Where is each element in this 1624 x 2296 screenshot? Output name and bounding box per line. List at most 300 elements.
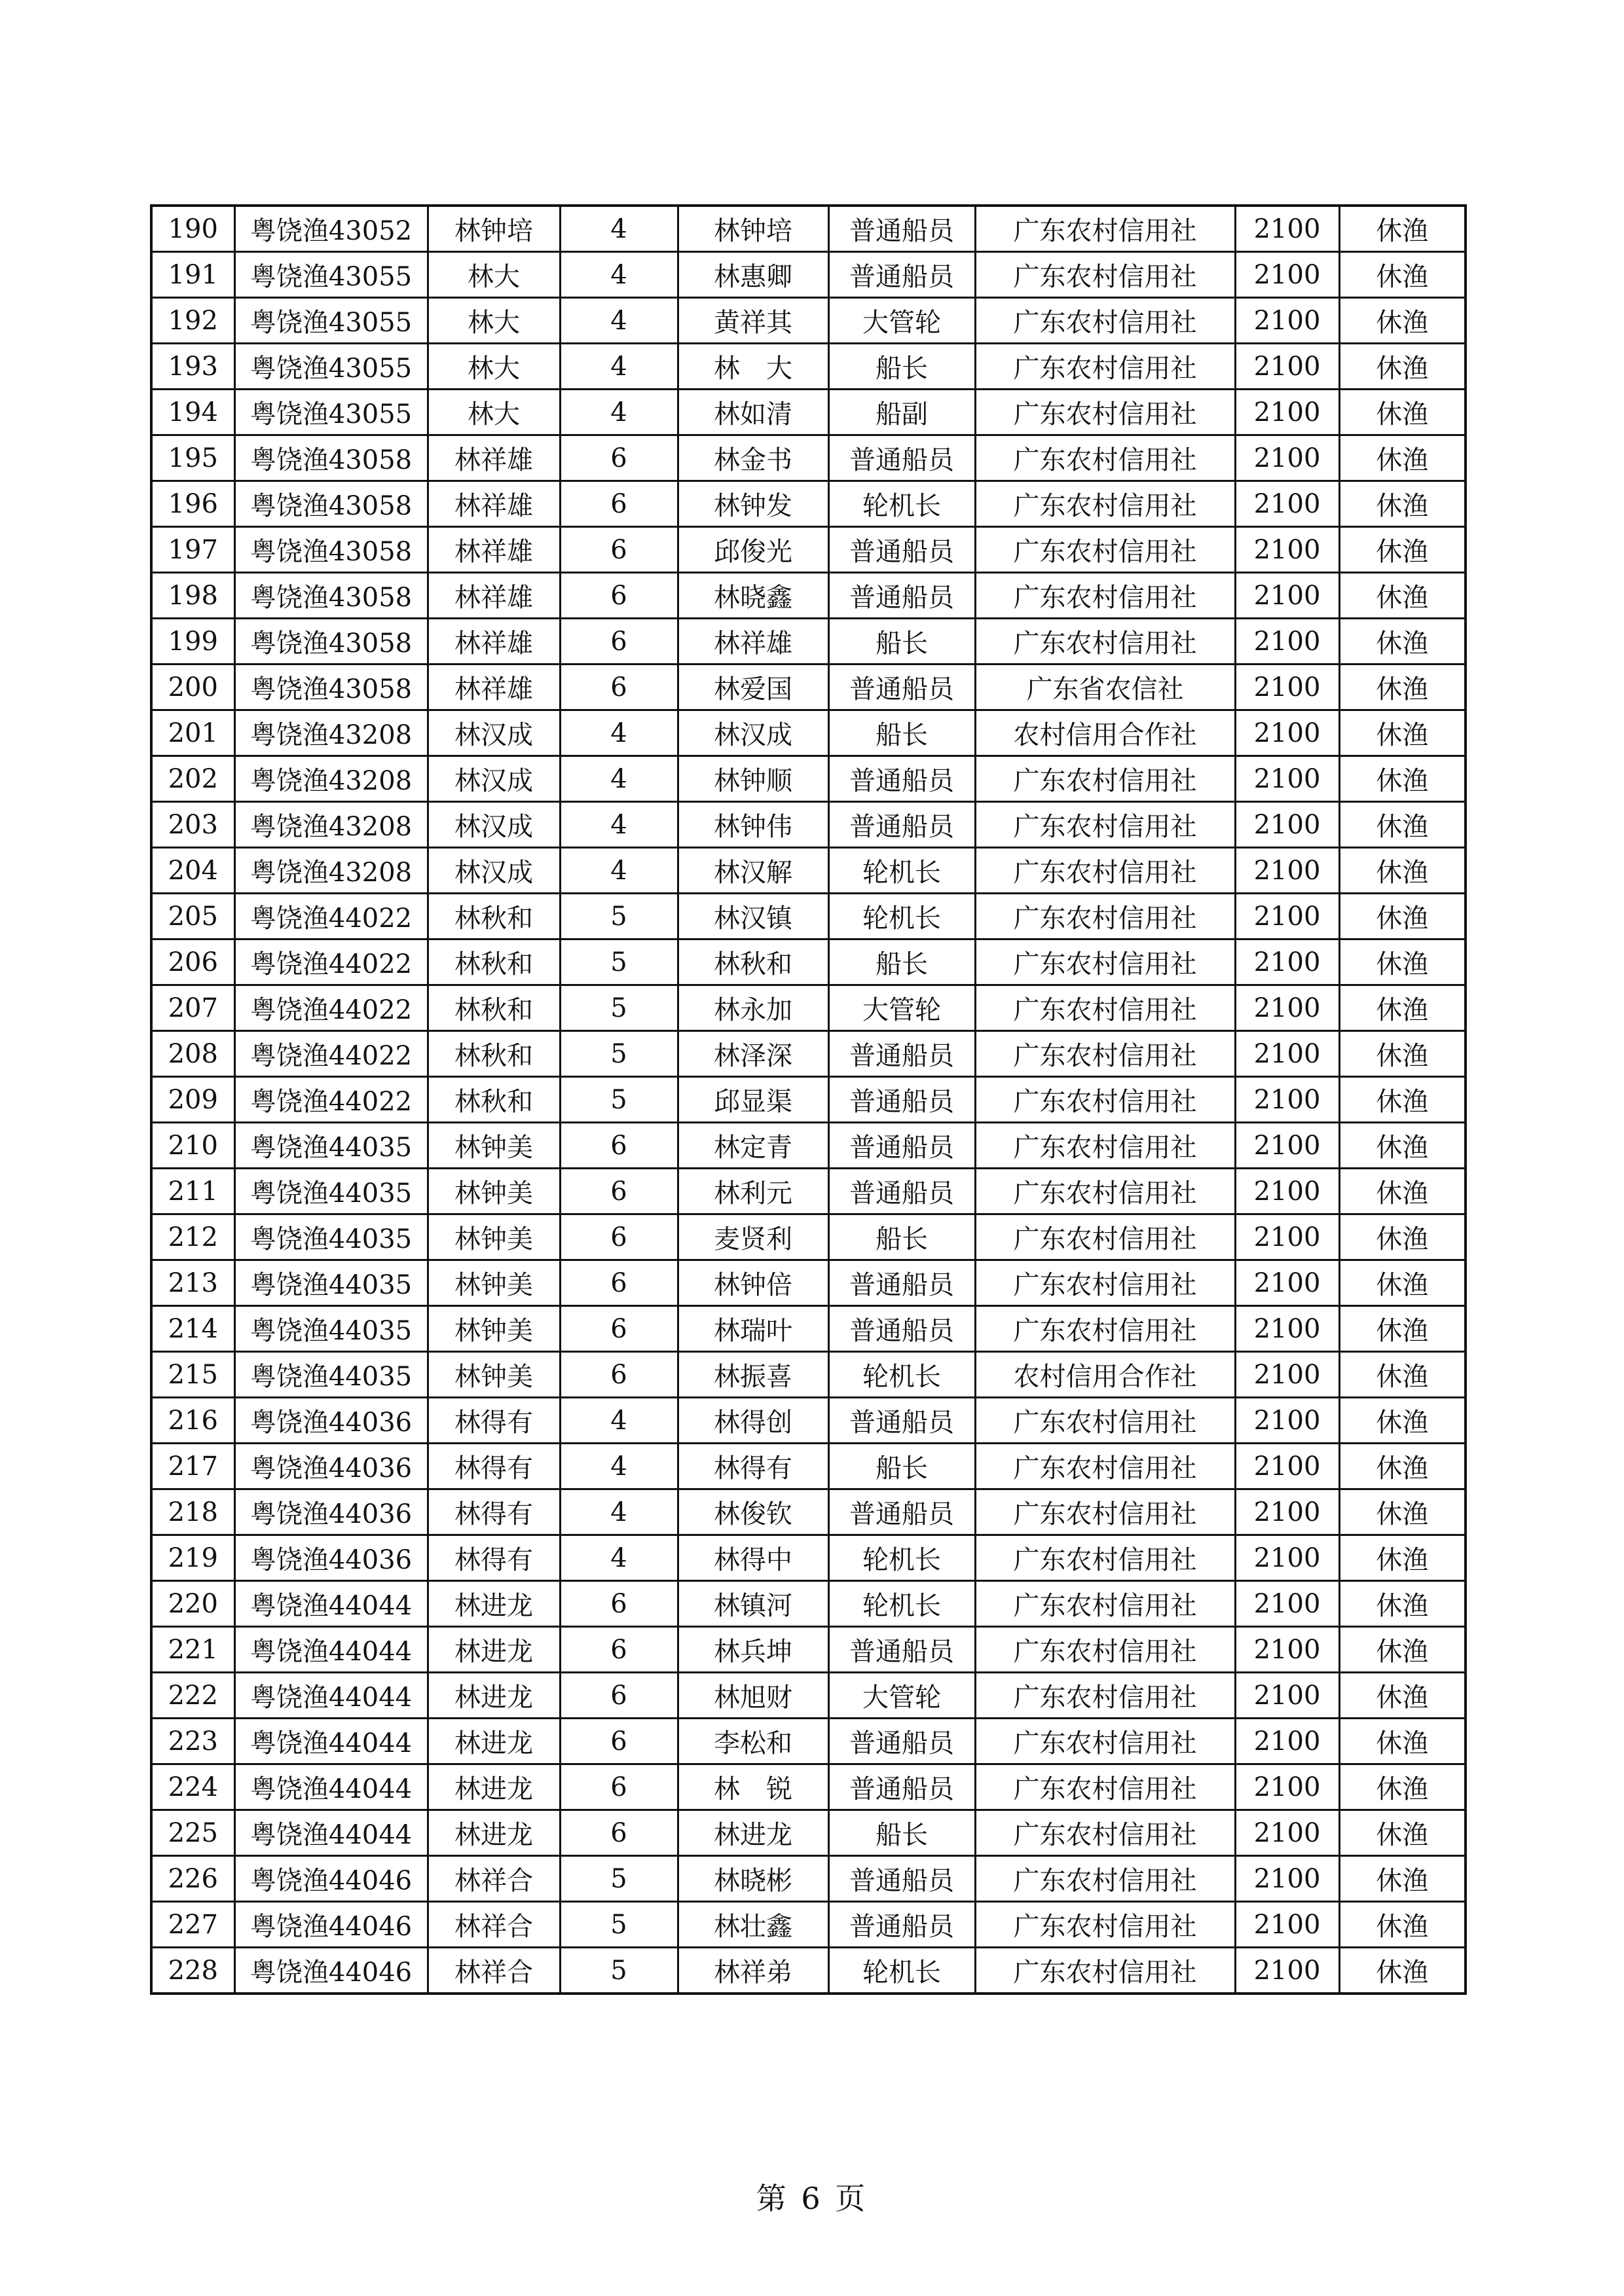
vessel-number-cell: 粤饶渔44035 bbox=[234, 1352, 428, 1398]
crew-position-cell: 轮机长 bbox=[828, 481, 975, 527]
bank-name-cell: 广东农村信用社 bbox=[975, 1077, 1235, 1123]
vessel-number-cell: 粤饶渔44044 bbox=[234, 1764, 428, 1810]
crew-name-cell: 黄祥其 bbox=[678, 298, 828, 344]
crew-name-cell: 林如清 bbox=[678, 390, 828, 435]
subsidy-amount-cell: 2100 bbox=[1235, 1214, 1339, 1260]
row-number-cell: 219 bbox=[151, 1535, 234, 1581]
status-cell: 休渔 bbox=[1339, 1031, 1466, 1077]
crew-name-cell: 林镇河 bbox=[678, 1581, 828, 1627]
owner-name-cell: 林得有 bbox=[428, 1489, 560, 1535]
crew-count-cell: 4 bbox=[560, 206, 678, 252]
vessel-number-cell: 粤饶渔44035 bbox=[234, 1123, 428, 1169]
row-number-cell: 205 bbox=[151, 894, 234, 939]
owner-name-cell: 林钟培 bbox=[428, 206, 560, 252]
status-cell: 休渔 bbox=[1339, 894, 1466, 939]
crew-position-cell: 大管轮 bbox=[828, 1673, 975, 1719]
crew-position-cell: 普通船员 bbox=[828, 756, 975, 802]
crew-name-cell: 林得创 bbox=[678, 1398, 828, 1444]
subsidy-amount-cell: 2100 bbox=[1235, 1627, 1339, 1673]
subsidy-amount-cell: 2100 bbox=[1235, 1764, 1339, 1810]
crew-count-cell: 6 bbox=[560, 1214, 678, 1260]
bank-name-cell: 农村信用合作社 bbox=[975, 1352, 1235, 1398]
subsidy-amount-cell: 2100 bbox=[1235, 1169, 1339, 1214]
status-cell: 休渔 bbox=[1339, 481, 1466, 527]
crew-count-cell: 4 bbox=[560, 802, 678, 848]
crew-position-cell: 船长 bbox=[828, 344, 975, 390]
vessel-number-cell: 粤饶渔44044 bbox=[234, 1810, 428, 1856]
owner-name-cell: 林大 bbox=[428, 252, 560, 298]
row-number-cell: 214 bbox=[151, 1306, 234, 1352]
subsidy-amount-cell: 2100 bbox=[1235, 1123, 1339, 1169]
table-row bbox=[151, 1031, 1466, 1077]
status-cell: 休渔 bbox=[1339, 1810, 1466, 1856]
crew-name-cell: 林得中 bbox=[678, 1535, 828, 1581]
owner-name-cell: 林祥雄 bbox=[428, 481, 560, 527]
table-row bbox=[151, 1856, 1466, 1902]
crew-name-cell: 李松和 bbox=[678, 1719, 828, 1764]
vessel-number-cell: 粤饶渔43055 bbox=[234, 298, 428, 344]
subsidy-amount-cell: 2100 bbox=[1235, 802, 1339, 848]
crew-count-cell: 5 bbox=[560, 894, 678, 939]
status-cell: 休渔 bbox=[1339, 1489, 1466, 1535]
crew-position-cell: 普通船员 bbox=[828, 1856, 975, 1902]
subsidy-amount-cell: 2100 bbox=[1235, 573, 1339, 619]
crew-position-cell: 船长 bbox=[828, 619, 975, 665]
table-row bbox=[151, 665, 1466, 710]
crew-count-cell: 5 bbox=[560, 1948, 678, 1994]
crew-count-cell: 5 bbox=[560, 1902, 678, 1948]
status-cell: 休渔 bbox=[1339, 1948, 1466, 1994]
status-cell: 休渔 bbox=[1339, 1581, 1466, 1627]
crew-position-cell: 普通船员 bbox=[828, 1764, 975, 1810]
crew-name-cell: 林惠卿 bbox=[678, 252, 828, 298]
row-number-cell: 227 bbox=[151, 1902, 234, 1948]
crew-position-cell: 船长 bbox=[828, 939, 975, 985]
crew-name-cell: 林祥雄 bbox=[678, 619, 828, 665]
subsidy-amount-cell: 2100 bbox=[1235, 1031, 1339, 1077]
crew-position-cell: 普通船员 bbox=[828, 1306, 975, 1352]
row-number-cell: 195 bbox=[151, 435, 234, 481]
crew-name-cell: 林永加 bbox=[678, 985, 828, 1031]
bank-name-cell: 广东农村信用社 bbox=[975, 1398, 1235, 1444]
crew-count-cell: 6 bbox=[560, 1581, 678, 1627]
vessel-number-cell: 粤饶渔43055 bbox=[234, 344, 428, 390]
row-number-cell: 216 bbox=[151, 1398, 234, 1444]
subsidy-amount-cell: 2100 bbox=[1235, 252, 1339, 298]
owner-name-cell: 林进龙 bbox=[428, 1627, 560, 1673]
owner-name-cell: 林祥合 bbox=[428, 1902, 560, 1948]
crew-count-cell: 4 bbox=[560, 298, 678, 344]
vessel-number-cell: 粤饶渔44036 bbox=[234, 1444, 428, 1489]
vessel-number-cell: 粤饶渔43058 bbox=[234, 619, 428, 665]
crew-name-cell: 邱俊光 bbox=[678, 527, 828, 573]
subsidy-amount-cell: 2100 bbox=[1235, 619, 1339, 665]
crew-position-cell: 船长 bbox=[828, 710, 975, 756]
crew-count-cell: 4 bbox=[560, 252, 678, 298]
status-cell: 休渔 bbox=[1339, 1352, 1466, 1398]
owner-name-cell: 林祥雄 bbox=[428, 619, 560, 665]
table-row bbox=[151, 1902, 1466, 1948]
bank-name-cell: 广东农村信用社 bbox=[975, 1719, 1235, 1764]
table-row bbox=[151, 1444, 1466, 1489]
crew-name-cell: 林钟培 bbox=[678, 206, 828, 252]
bank-name-cell: 广东农村信用社 bbox=[975, 252, 1235, 298]
crew-count-cell: 6 bbox=[560, 665, 678, 710]
subsidy-amount-cell: 2100 bbox=[1235, 1398, 1339, 1444]
bank-name-cell: 广东省农信社 bbox=[975, 665, 1235, 710]
table-row bbox=[151, 1123, 1466, 1169]
bank-name-cell: 广东农村信用社 bbox=[975, 1856, 1235, 1902]
subsidy-amount-cell: 2100 bbox=[1235, 710, 1339, 756]
crew-position-cell: 普通船员 bbox=[828, 1627, 975, 1673]
table-row bbox=[151, 756, 1466, 802]
crew-position-cell: 船长 bbox=[828, 1214, 975, 1260]
table-row bbox=[151, 985, 1466, 1031]
bank-name-cell: 广东农村信用社 bbox=[975, 1627, 1235, 1673]
owner-name-cell: 林祥合 bbox=[428, 1856, 560, 1902]
subsidy-amount-cell: 2100 bbox=[1235, 1719, 1339, 1764]
crew-count-cell: 4 bbox=[560, 1444, 678, 1489]
bank-name-cell: 广东农村信用社 bbox=[975, 481, 1235, 527]
vessel-number-cell: 粤饶渔44022 bbox=[234, 939, 428, 985]
crew-count-cell: 4 bbox=[560, 1535, 678, 1581]
row-number-cell: 199 bbox=[151, 619, 234, 665]
crew-name-cell: 林汉镇 bbox=[678, 894, 828, 939]
bank-name-cell: 广东农村信用社 bbox=[975, 1948, 1235, 1994]
status-cell: 休渔 bbox=[1339, 756, 1466, 802]
crew-count-cell: 6 bbox=[560, 1306, 678, 1352]
crew-position-cell: 普通船员 bbox=[828, 1902, 975, 1948]
crew-name-cell: 邱显渠 bbox=[678, 1077, 828, 1123]
owner-name-cell: 林钟美 bbox=[428, 1214, 560, 1260]
subsidy-amount-cell: 2100 bbox=[1235, 1673, 1339, 1719]
row-number-cell: 200 bbox=[151, 665, 234, 710]
owner-name-cell: 林钟美 bbox=[428, 1352, 560, 1398]
crew-name-cell: 林得有 bbox=[678, 1444, 828, 1489]
table-row bbox=[151, 1214, 1466, 1260]
crew-position-cell: 普通船员 bbox=[828, 802, 975, 848]
table-row bbox=[151, 1719, 1466, 1764]
status-cell: 休渔 bbox=[1339, 527, 1466, 573]
row-number-cell: 225 bbox=[151, 1810, 234, 1856]
crew-count-cell: 6 bbox=[560, 1169, 678, 1214]
bank-name-cell: 广东农村信用社 bbox=[975, 848, 1235, 894]
status-cell: 休渔 bbox=[1339, 1673, 1466, 1719]
table-row bbox=[151, 390, 1466, 435]
table-row bbox=[151, 1489, 1466, 1535]
crew-position-cell: 普通船员 bbox=[828, 206, 975, 252]
table-row bbox=[151, 1627, 1466, 1673]
row-number-cell: 211 bbox=[151, 1169, 234, 1214]
bank-name-cell: 广东农村信用社 bbox=[975, 527, 1235, 573]
vessel-number-cell: 粤饶渔44044 bbox=[234, 1673, 428, 1719]
vessel-number-cell: 粤饶渔44022 bbox=[234, 1077, 428, 1123]
vessel-number-cell: 粤饶渔44044 bbox=[234, 1581, 428, 1627]
page-number: 第 6 页 bbox=[756, 2181, 868, 2216]
row-number-cell: 192 bbox=[151, 298, 234, 344]
bank-name-cell: 广东农村信用社 bbox=[975, 206, 1235, 252]
subsidy-amount-cell: 2100 bbox=[1235, 1352, 1339, 1398]
crew-position-cell: 普通船员 bbox=[828, 1169, 975, 1214]
crew-position-cell: 大管轮 bbox=[828, 298, 975, 344]
bank-name-cell: 广东农村信用社 bbox=[975, 298, 1235, 344]
crew-position-cell: 普通船员 bbox=[828, 1123, 975, 1169]
owner-name-cell: 林祥合 bbox=[428, 1948, 560, 1994]
crew-position-cell: 船副 bbox=[828, 390, 975, 435]
bank-name-cell: 广东农村信用社 bbox=[975, 1123, 1235, 1169]
row-number-cell: 215 bbox=[151, 1352, 234, 1398]
crew-count-cell: 5 bbox=[560, 1856, 678, 1902]
bank-name-cell: 广东农村信用社 bbox=[975, 1306, 1235, 1352]
bank-name-cell: 农村信用合作社 bbox=[975, 710, 1235, 756]
row-number-cell: 194 bbox=[151, 390, 234, 435]
subsidy-amount-cell: 2100 bbox=[1235, 1306, 1339, 1352]
status-cell: 休渔 bbox=[1339, 1902, 1466, 1948]
crew-position-cell: 普通船员 bbox=[828, 573, 975, 619]
crew-count-cell: 6 bbox=[560, 481, 678, 527]
subsidy-amount-cell: 2100 bbox=[1235, 985, 1339, 1031]
crew-count-cell: 6 bbox=[560, 1719, 678, 1764]
row-number-cell: 222 bbox=[151, 1673, 234, 1719]
crew-position-cell: 轮机长 bbox=[828, 1352, 975, 1398]
crew-count-cell: 4 bbox=[560, 756, 678, 802]
bank-name-cell: 广东农村信用社 bbox=[975, 1810, 1235, 1856]
crew-count-cell: 4 bbox=[560, 1489, 678, 1535]
owner-name-cell: 林大 bbox=[428, 298, 560, 344]
subsidy-amount-cell: 2100 bbox=[1235, 1810, 1339, 1856]
vessel-number-cell: 粤饶渔43058 bbox=[234, 573, 428, 619]
status-cell: 休渔 bbox=[1339, 1535, 1466, 1581]
vessel-number-cell: 粤饶渔44022 bbox=[234, 1031, 428, 1077]
table-row bbox=[151, 1581, 1466, 1627]
crew-position-cell: 轮机长 bbox=[828, 1535, 975, 1581]
status-cell: 休渔 bbox=[1339, 1627, 1466, 1673]
table-row bbox=[151, 1398, 1466, 1444]
crew-count-cell: 4 bbox=[560, 344, 678, 390]
table-row bbox=[151, 1535, 1466, 1581]
subsidy-amount-cell: 2100 bbox=[1235, 481, 1339, 527]
owner-name-cell: 林得有 bbox=[428, 1535, 560, 1581]
vessel-number-cell: 粤饶渔44036 bbox=[234, 1535, 428, 1581]
vessel-number-cell: 粤饶渔44022 bbox=[234, 894, 428, 939]
status-cell: 休渔 bbox=[1339, 710, 1466, 756]
crew-name-cell: 林爱国 bbox=[678, 665, 828, 710]
vessel-number-cell: 粤饶渔44046 bbox=[234, 1856, 428, 1902]
crew-count-cell: 5 bbox=[560, 1031, 678, 1077]
crew-name-cell: 林泽深 bbox=[678, 1031, 828, 1077]
subsidy-amount-cell: 2100 bbox=[1235, 1444, 1339, 1489]
crew-name-cell: 林俊钦 bbox=[678, 1489, 828, 1535]
subsidy-amount-cell: 2100 bbox=[1235, 1948, 1339, 1994]
crew-position-cell: 普通船员 bbox=[828, 1260, 975, 1306]
crew-position-cell: 轮机长 bbox=[828, 848, 975, 894]
table-row bbox=[151, 1077, 1466, 1123]
row-number-cell: 190 bbox=[151, 206, 234, 252]
vessel-number-cell: 粤饶渔44036 bbox=[234, 1489, 428, 1535]
vessel-number-cell: 粤饶渔43058 bbox=[234, 665, 428, 710]
table-row bbox=[151, 298, 1466, 344]
vessel-number-cell: 粤饶渔44046 bbox=[234, 1948, 428, 1994]
crew-position-cell: 普通船员 bbox=[828, 1031, 975, 1077]
crew-name-cell: 麦贤利 bbox=[678, 1214, 828, 1260]
crew-count-cell: 5 bbox=[560, 1077, 678, 1123]
crew-position-cell: 普通船员 bbox=[828, 1077, 975, 1123]
subsidy-amount-cell: 2100 bbox=[1235, 298, 1339, 344]
subsidy-amount-cell: 2100 bbox=[1235, 939, 1339, 985]
row-number-cell: 223 bbox=[151, 1719, 234, 1764]
owner-name-cell: 林秋和 bbox=[428, 985, 560, 1031]
bank-name-cell: 广东农村信用社 bbox=[975, 390, 1235, 435]
crew-count-cell: 6 bbox=[560, 1352, 678, 1398]
owner-name-cell: 林祥雄 bbox=[428, 435, 560, 481]
crew-name-cell: 林汉解 bbox=[678, 848, 828, 894]
bank-name-cell: 广东农村信用社 bbox=[975, 1489, 1235, 1535]
owner-name-cell: 林秋和 bbox=[428, 939, 560, 985]
bank-name-cell: 广东农村信用社 bbox=[975, 1902, 1235, 1948]
crew-position-cell: 普通船员 bbox=[828, 1489, 975, 1535]
crew-count-cell: 6 bbox=[560, 1123, 678, 1169]
vessel-number-cell: 粤饶渔44036 bbox=[234, 1398, 428, 1444]
row-number-cell: 224 bbox=[151, 1764, 234, 1810]
bank-name-cell: 广东农村信用社 bbox=[975, 1581, 1235, 1627]
crew-name-cell: 林利元 bbox=[678, 1169, 828, 1214]
status-cell: 休渔 bbox=[1339, 435, 1466, 481]
crew-count-cell: 4 bbox=[560, 848, 678, 894]
row-number-cell: 208 bbox=[151, 1031, 234, 1077]
table-body bbox=[151, 206, 1466, 1994]
table-row bbox=[151, 1764, 1466, 1810]
bank-name-cell: 广东农村信用社 bbox=[975, 756, 1235, 802]
owner-name-cell: 林得有 bbox=[428, 1444, 560, 1489]
row-number-cell: 202 bbox=[151, 756, 234, 802]
owner-name-cell: 林祥雄 bbox=[428, 665, 560, 710]
table-row bbox=[151, 802, 1466, 848]
subsidy-amount-cell: 2100 bbox=[1235, 390, 1339, 435]
status-cell: 休渔 bbox=[1339, 848, 1466, 894]
owner-name-cell: 林汉成 bbox=[428, 710, 560, 756]
table-row bbox=[151, 619, 1466, 665]
table-row bbox=[151, 1948, 1466, 1994]
row-number-cell: 218 bbox=[151, 1489, 234, 1535]
row-number-cell: 197 bbox=[151, 527, 234, 573]
crew-name-cell: 林晓鑫 bbox=[678, 573, 828, 619]
crew-position-cell: 船长 bbox=[828, 1444, 975, 1489]
row-number-cell: 198 bbox=[151, 573, 234, 619]
status-cell: 休渔 bbox=[1339, 1123, 1466, 1169]
subsidy-amount-cell: 2100 bbox=[1235, 756, 1339, 802]
owner-name-cell: 林秋和 bbox=[428, 1077, 560, 1123]
crew-position-cell: 船长 bbox=[828, 1810, 975, 1856]
vessel-number-cell: 粤饶渔43058 bbox=[234, 435, 428, 481]
crew-name-cell: 林钟倍 bbox=[678, 1260, 828, 1306]
row-number-cell: 212 bbox=[151, 1214, 234, 1260]
owner-name-cell: 林大 bbox=[428, 344, 560, 390]
owner-name-cell: 林汉成 bbox=[428, 802, 560, 848]
crew-count-cell: 6 bbox=[560, 1673, 678, 1719]
owner-name-cell: 林汉成 bbox=[428, 848, 560, 894]
subsidy-amount-cell: 2100 bbox=[1235, 1902, 1339, 1948]
fishing-subsidy-table bbox=[150, 204, 1467, 1995]
owner-name-cell: 林得有 bbox=[428, 1398, 560, 1444]
subsidy-amount-cell: 2100 bbox=[1235, 848, 1339, 894]
status-cell: 休渔 bbox=[1339, 939, 1466, 985]
vessel-number-cell: 粤饶渔44035 bbox=[234, 1214, 428, 1260]
bank-name-cell: 广东农村信用社 bbox=[975, 1260, 1235, 1306]
crew-count-cell: 5 bbox=[560, 985, 678, 1031]
crew-name-cell: 林金书 bbox=[678, 435, 828, 481]
vessel-number-cell: 粤饶渔43208 bbox=[234, 802, 428, 848]
crew-name-cell: 林瑞叶 bbox=[678, 1306, 828, 1352]
bank-name-cell: 广东农村信用社 bbox=[975, 1444, 1235, 1489]
bank-name-cell: 广东农村信用社 bbox=[975, 939, 1235, 985]
crew-position-cell: 普通船员 bbox=[828, 1398, 975, 1444]
table-row bbox=[151, 1352, 1466, 1398]
table-row bbox=[151, 1169, 1466, 1214]
crew-name-cell: 林钟发 bbox=[678, 481, 828, 527]
status-cell: 休渔 bbox=[1339, 206, 1466, 252]
crew-name-cell: 林进龙 bbox=[678, 1810, 828, 1856]
crew-position-cell: 普通船员 bbox=[828, 435, 975, 481]
vessel-number-cell: 粤饶渔43055 bbox=[234, 252, 428, 298]
crew-position-cell: 轮机长 bbox=[828, 894, 975, 939]
crew-name-cell: 林晓彬 bbox=[678, 1856, 828, 1902]
crew-count-cell: 4 bbox=[560, 1398, 678, 1444]
subsidy-amount-cell: 2100 bbox=[1235, 665, 1339, 710]
table-row bbox=[151, 1673, 1466, 1719]
vessel-number-cell: 粤饶渔44035 bbox=[234, 1306, 428, 1352]
row-number-cell: 206 bbox=[151, 939, 234, 985]
crew-name-cell: 林定青 bbox=[678, 1123, 828, 1169]
bank-name-cell: 广东农村信用社 bbox=[975, 1169, 1235, 1214]
status-cell: 休渔 bbox=[1339, 665, 1466, 710]
row-number-cell: 226 bbox=[151, 1856, 234, 1902]
crew-position-cell: 轮机长 bbox=[828, 1948, 975, 1994]
table-row bbox=[151, 939, 1466, 985]
crew-count-cell: 6 bbox=[560, 619, 678, 665]
table-row bbox=[151, 1810, 1466, 1856]
crew-count-cell: 4 bbox=[560, 390, 678, 435]
crew-count-cell: 5 bbox=[560, 939, 678, 985]
bank-name-cell: 广东农村信用社 bbox=[975, 1031, 1235, 1077]
owner-name-cell: 林大 bbox=[428, 390, 560, 435]
row-number-cell: 221 bbox=[151, 1627, 234, 1673]
owner-name-cell: 林进龙 bbox=[428, 1764, 560, 1810]
bank-name-cell: 广东农村信用社 bbox=[975, 894, 1235, 939]
crew-name-cell: 林兵坤 bbox=[678, 1627, 828, 1673]
bank-name-cell: 广东农村信用社 bbox=[975, 1214, 1235, 1260]
bank-name-cell: 广东农村信用社 bbox=[975, 619, 1235, 665]
status-cell: 休渔 bbox=[1339, 1306, 1466, 1352]
crew-position-cell: 普通船员 bbox=[828, 1719, 975, 1764]
subsidy-amount-cell: 2100 bbox=[1235, 894, 1339, 939]
owner-name-cell: 林钟美 bbox=[428, 1260, 560, 1306]
owner-name-cell: 林进龙 bbox=[428, 1719, 560, 1764]
table-row bbox=[151, 848, 1466, 894]
row-number-cell: 217 bbox=[151, 1444, 234, 1489]
status-cell: 休渔 bbox=[1339, 802, 1466, 848]
crew-name-cell: 林振喜 bbox=[678, 1352, 828, 1398]
subsidy-amount-cell: 2100 bbox=[1235, 1260, 1339, 1306]
status-cell: 休渔 bbox=[1339, 985, 1466, 1031]
crew-count-cell: 6 bbox=[560, 1810, 678, 1856]
row-number-cell: 204 bbox=[151, 848, 234, 894]
crew-position-cell: 轮机长 bbox=[828, 1581, 975, 1627]
vessel-number-cell: 粤饶渔44035 bbox=[234, 1260, 428, 1306]
subsidy-amount-cell: 2100 bbox=[1235, 1077, 1339, 1123]
row-number-cell: 210 bbox=[151, 1123, 234, 1169]
bank-name-cell: 广东农村信用社 bbox=[975, 344, 1235, 390]
vessel-number-cell: 粤饶渔43052 bbox=[234, 206, 428, 252]
